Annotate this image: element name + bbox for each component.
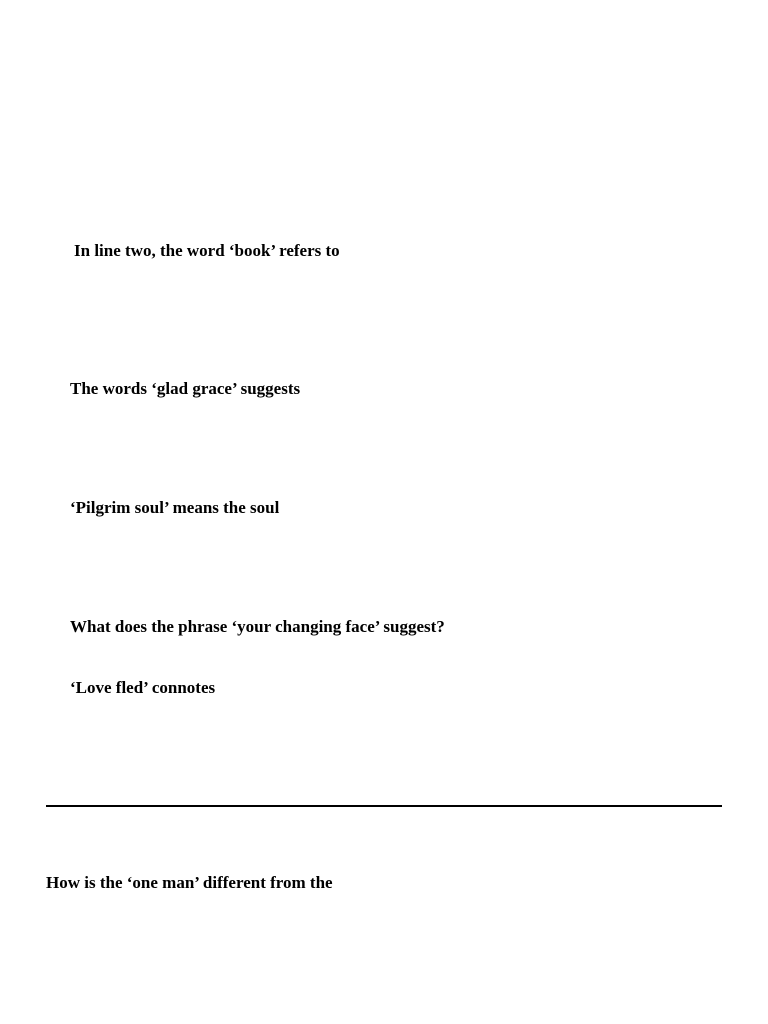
question-love-fled: ‘Love fled’ connotes	[70, 678, 216, 697]
question-changing-face: What does the phrase ‘your changing face’ suggest?	[70, 617, 445, 636]
question-glad-grace: The words ‘glad grace’ suggests	[70, 379, 301, 398]
section-divider	[46, 805, 722, 807]
question-one-man: How is the ‘one man’ different from the	[46, 873, 333, 892]
question-book-meaning: In line two, the word ‘book’ refers to	[74, 241, 340, 260]
question-pilgrim-soul: ‘Pilgrim soul’ means the soul	[70, 498, 280, 517]
